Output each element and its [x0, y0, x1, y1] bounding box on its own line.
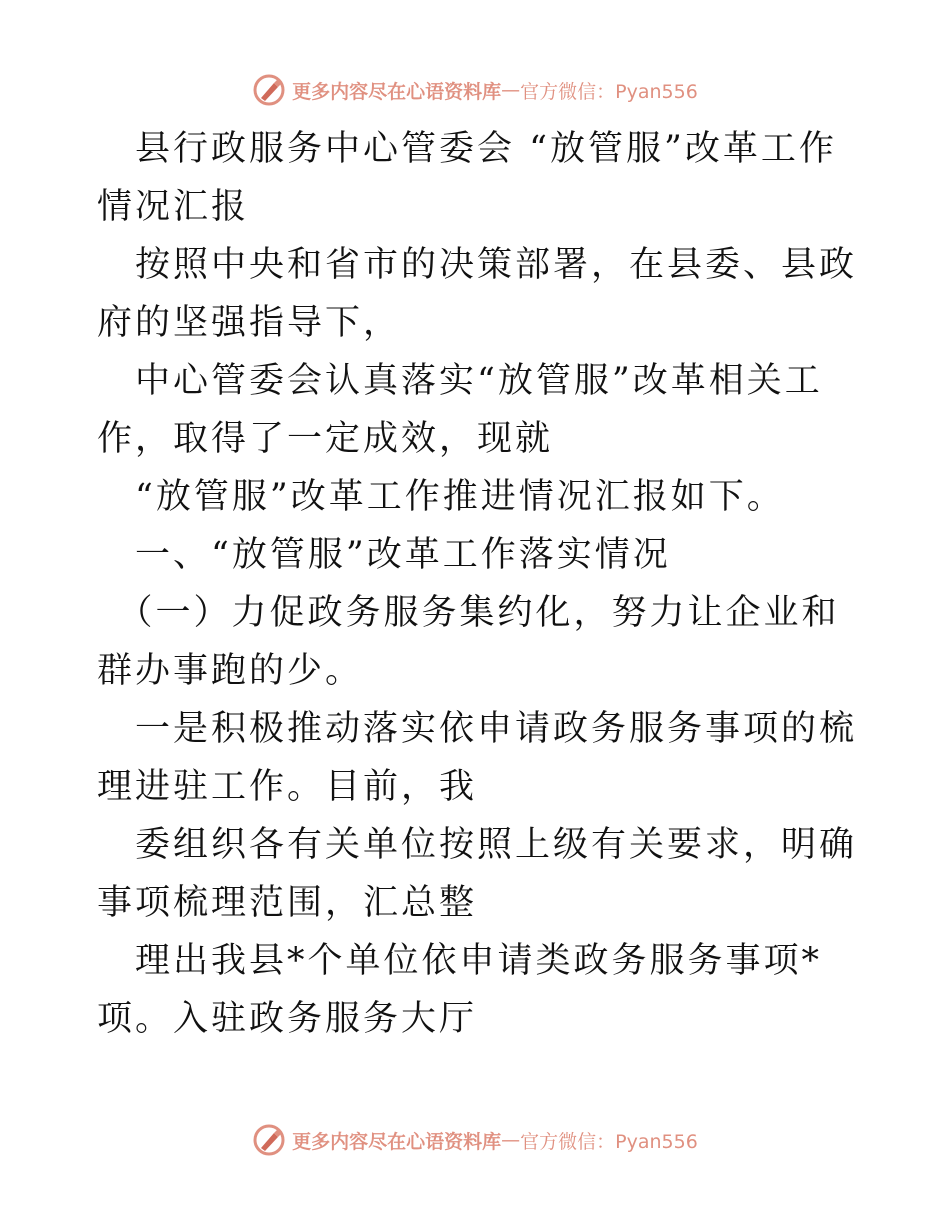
paragraph: 按照中央和省市的决策部署，在县委、县政府的坚强指导下，	[97, 245, 858, 343]
section-heading: 一、“放管服”改革工作落实情况	[97, 535, 671, 575]
watermark-main-text: 更多内容尽在心语资料库	[292, 1130, 502, 1153]
subsection-heading: （一）力促政务服务集约化，努力让企业和群办事跑的少。	[97, 593, 840, 691]
watermark-footer	[0, 1122, 950, 1158]
watermark-separator: —	[501, 1129, 521, 1151]
watermark-main-text: 更多内容尽在心语资料库	[292, 80, 502, 103]
watermark-account: 官方微信：Pyan556	[520, 1130, 698, 1153]
watermark-account: 官方微信：Pyan556	[520, 80, 698, 103]
paragraph: 中心管委会认真落实“放管服”改革相关工作，取得了一定成效，现就	[97, 361, 823, 459]
pen-logo-icon	[252, 1123, 286, 1157]
document-body	[97, 120, 857, 1048]
pen-logo-icon	[252, 73, 286, 107]
paragraph: 理出我县*个单位依申请类政务服务事项*项。入驻政务服务大厅	[97, 941, 823, 1039]
document-title: 县行政服务中心管委会 “放管服”改革工作情况汇报	[97, 129, 837, 227]
paragraph: 委组织各有关单位按照上级有关要求，明确事项梳理范围，汇总整	[97, 825, 858, 923]
paragraph: “放管服”改革工作推进情况汇报如下。	[97, 477, 785, 517]
paragraph: 一是积极推动落实依申请政务服务事项的梳理进驻工作。目前，我	[97, 709, 858, 807]
watermark-header	[0, 72, 950, 108]
watermark-separator: —	[501, 79, 521, 101]
